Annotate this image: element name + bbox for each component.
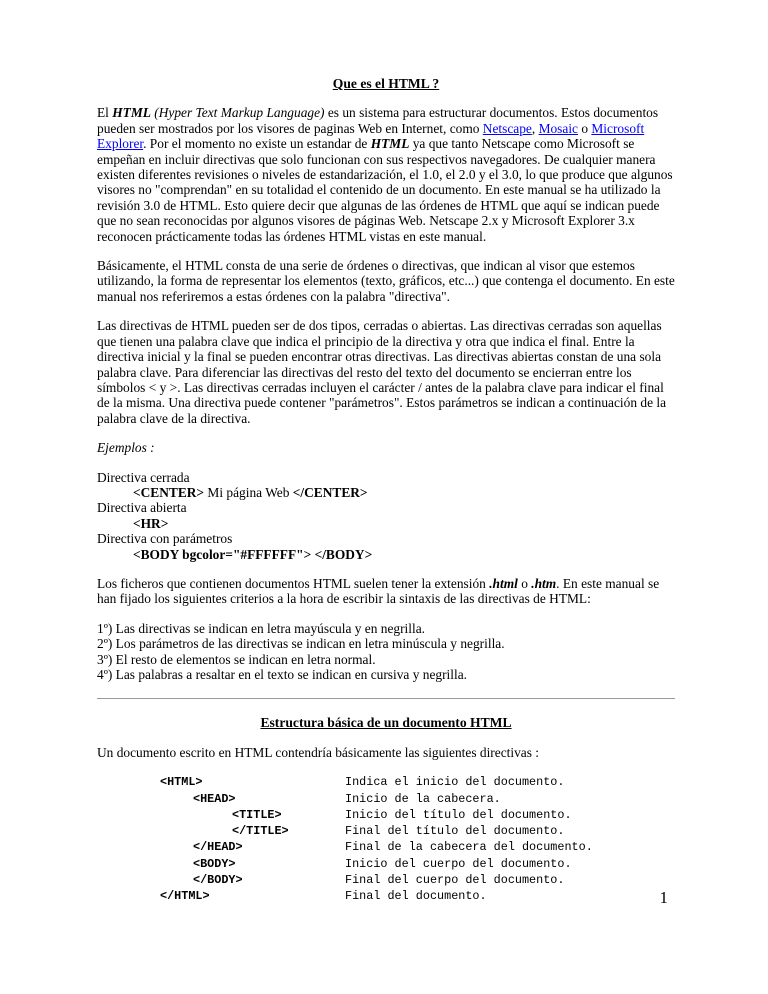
code-desc: Inicio del título del documento. xyxy=(345,807,572,822)
page-title: Que es el HTML ? xyxy=(332,76,440,91)
section-title-estructura: Estructura básica de un documento HTML xyxy=(260,715,512,731)
html-structure-code xyxy=(160,774,675,907)
example-closed-label: Directiva cerrada xyxy=(97,469,190,485)
paragraph-directivas: Básicamente, el HTML consta de una serie de órdenes o directivas, que indican al visor que estemos utilizando, la forma de representar los elementos (texto, gráficos, etc...) que contenga el documento. En este manual nos referiremos a estas órdenes con la palabra "directiva". xyxy=(97,258,675,304)
tag-body-open: <BODY bgcolor="#FFFFFF"> xyxy=(133,546,315,562)
paragraph-estructura-intro: Un documento escrito en HTML contendría básicamente las siguientes directivas : xyxy=(97,744,540,760)
tag-center-close: </CENTER> xyxy=(292,484,368,500)
code-row xyxy=(160,872,675,888)
code-tag: <TITLE> xyxy=(232,807,282,822)
link-netscape[interactable]: Netscape xyxy=(482,120,532,136)
code-row xyxy=(160,823,675,839)
code-row xyxy=(160,807,675,823)
tag-hr: <HR> xyxy=(133,515,169,531)
criteria-item-1: 1º) Las directivas se indican en letra mayúscula y en negrilla. xyxy=(97,620,426,636)
text-run: ya que tanto Netscape como Microsoft se empeñan en incluir directivas que solo funcionan con sus respectivos navegadores. De cualquier manera existen diferentes revisiones o niveles de estandarización, el 1.0, el 2.0 y el 3.0, lo que produce que algunos visores no "comprendan" en su totalidad el contenido de un documento. En este manual se ha utilizado la revisión 3.0 de HTML. Esto quiere decir que algunas de las órdenes de HTML que aquí se indican puede que no sean reconocidas por algunos visores de páginas Web. Netscape 2.x y Microsoft Explorer 3.x reconocen prácticamente todas las órdenes HTML vistas en este manual. xyxy=(97,136,673,244)
code-row xyxy=(160,839,675,855)
example-param-code xyxy=(97,547,675,562)
example-param-label: Directiva con parámetros xyxy=(97,531,233,547)
text-run: . En este manual se han fijado los siguientes criterios a la hora de escribir la sintaxis de las directivas de HTML: xyxy=(97,575,660,607)
ext-htm: .htm xyxy=(531,575,557,591)
code-row xyxy=(160,791,675,807)
code-row xyxy=(160,774,675,790)
text-run-html: HTML xyxy=(112,105,151,121)
code-tag: <HTML> xyxy=(160,775,203,790)
code-tag: </TITLE> xyxy=(232,824,289,839)
code-row xyxy=(160,856,675,872)
tag-center-content: Mi página Web xyxy=(204,484,293,500)
code-desc: Final del título del documento. xyxy=(345,824,565,839)
text-run: , xyxy=(531,120,539,136)
text-run: El xyxy=(97,105,113,121)
code-desc: Indica el inicio del documento. xyxy=(345,775,565,790)
text-run: o xyxy=(517,575,532,591)
code-desc: Inicio de la cabecera. xyxy=(345,791,501,806)
criteria-item-4: 4º) Las palabras a resaltar en el texto se indican en cursiva y negrilla. xyxy=(97,667,468,682)
code-desc: Final del documento. xyxy=(345,889,487,904)
tag-body-close: </BODY> xyxy=(314,546,373,562)
code-row xyxy=(160,888,675,907)
code-tag: <BODY> xyxy=(193,856,236,871)
code-desc: Inicio del cuerpo del documento. xyxy=(345,856,572,871)
code-desc: Final de la cabecera del documento. xyxy=(345,840,593,855)
code-tag: <HEAD> xyxy=(193,791,236,806)
paragraph-tipos-directivas: Las directivas de HTML pueden ser de dos tipos, cerradas o abiertas. Las directivas cerradas son aquellas que tienen una palabra clave que indica el principio de la directiva y otra que indica el final. Entre la directiva inicial y la final se pueden encontrar otras directivas. Las directivas abiertas constan de una sola palabra clave. Para diferenciar las directivas del resto del texto del documento se encierran entre los símbolos < y >. Las directivas cerradas incluyen el carácter / antes de la palabra clave para indicar el final de la misma. Una directiva puede contener "parámetros". Estos parámetros se indican a continuación de la palabra clave de la directiva. xyxy=(97,318,667,426)
code-tag: </BODY> xyxy=(193,873,243,887)
tag-center-open: <CENTER> xyxy=(133,484,205,500)
code-desc: Final del cuerpo del documento. xyxy=(345,873,565,887)
criteria-item-3: 3º) El resto de elementos se indican en letra normal. xyxy=(97,651,376,667)
example-closed-code xyxy=(97,485,675,500)
page-content xyxy=(97,76,675,905)
page-number: 1 xyxy=(659,888,668,907)
paragraph-ficheros xyxy=(97,576,675,607)
text-run: es un sistema para estructurar documentos. Estos documentos pueden ser mostrados por los visores de paginas Web en Internet, como xyxy=(97,105,659,136)
text-run: . Por el momento no existe un estandar de xyxy=(143,136,371,152)
text-run: o xyxy=(578,120,592,136)
criteria-item-2: 2º) Los parámetros de las directivas se indican en letra minúscula y negrilla. xyxy=(97,636,505,652)
example-open-label: Directiva abierta xyxy=(97,500,187,516)
text-run-hypertext: (Hyper Text Markup Language) xyxy=(150,105,325,121)
ext-html: .html xyxy=(489,575,518,591)
section-divider xyxy=(97,698,675,699)
code-tag: </HTML> xyxy=(160,889,210,904)
ejemplos-label: Ejemplos : xyxy=(97,440,155,456)
link-microsoft-explorer[interactable]: Microsoft Explorer xyxy=(97,120,645,152)
text-run-html: HTML xyxy=(370,136,410,152)
text-run: Los ficheros que contienen documentos HTML suelen tener la extensión xyxy=(97,575,490,591)
code-tag: </HEAD> xyxy=(193,840,243,855)
link-mosaic[interactable]: Mosaic xyxy=(538,120,578,136)
examples-block xyxy=(97,470,675,562)
criteria-list xyxy=(97,621,675,683)
paragraph-intro xyxy=(97,105,675,244)
example-open-code xyxy=(97,516,675,531)
